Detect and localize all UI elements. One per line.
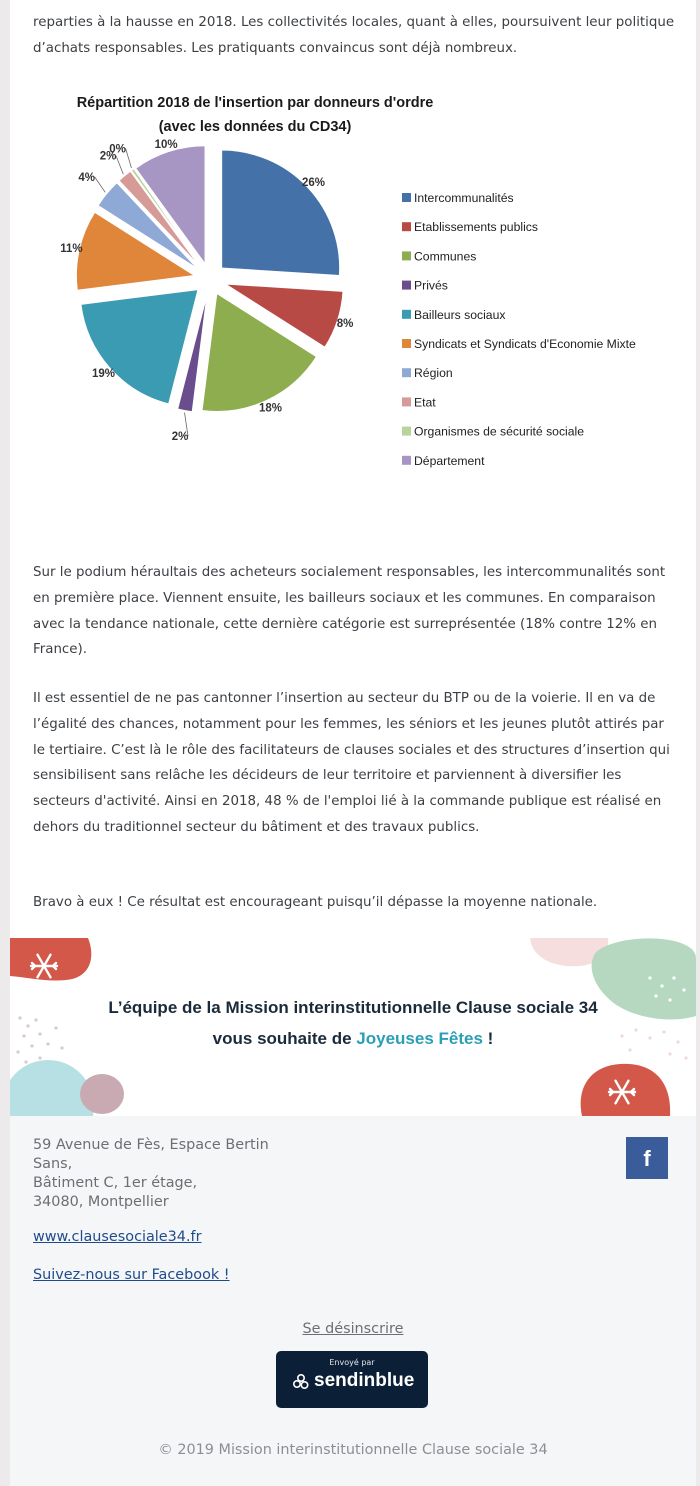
- postal-address: [33, 1136, 333, 1212]
- pie-data-label: 18%: [258, 402, 282, 415]
- legend-swatch: [402, 456, 411, 465]
- banner-greeting-prefix: vous souhaite de: [212, 1029, 352, 1048]
- legend-swatch: [402, 339, 411, 348]
- pie-data-label: 4%: [78, 172, 96, 185]
- website-link[interactable]: www.clausesociale34.fr: [33, 1229, 202, 1245]
- email-body: [10, 0, 696, 1486]
- legend-label: Bailleurs sociaux: [414, 307, 506, 322]
- legend-label: Etat: [414, 395, 436, 410]
- legend-swatch: [402, 222, 411, 231]
- address-line: Bâtiment C, 1er étage,: [33, 1175, 198, 1191]
- banner-greeting-accent: Joyeuses Fêtes: [356, 1029, 483, 1048]
- sendinblue-wordmark: sendinblue: [314, 1370, 415, 1391]
- legend-swatch: [402, 427, 411, 436]
- legend-swatch: [402, 193, 411, 202]
- pie-chart: [10, 84, 696, 524]
- legend-swatch: [402, 397, 411, 406]
- red-blob-top-left: [10, 938, 91, 981]
- red-blob-bottom-right: [581, 1064, 670, 1116]
- unsubscribe-link[interactable]: Se désinscrire: [302, 1321, 404, 1337]
- pie-slice-bailleurs-sociaux: [81, 290, 198, 404]
- pie-data-label: 2%: [99, 150, 117, 163]
- intro-paragraph: reparties à la hausse en 2018. Les collectivités locales, quant à elles, poursuivent leur politique d’achats responsables. Les pratiquants convaincus sont déjà nombreux.: [33, 15, 675, 56]
- essential-paragraph: Il est essentiel de ne pas cantonner l’insertion au secteur du BTP ou de la voierie. Il en va de l’égalité des chances, notamment pour les femmes, les séniors et les jeunes plutôt attirés par le tertiaire. C’est là le rôle des facilitateurs de clauses sociales et des structures d’insertion qui sensibilisent sans relâche les décideurs de leur territoire et parviennent à diversifier les secteurs d'activité. Ainsi en 2018, 48 % de l'emploi lié à la commande publique est réalisé en dehors du traditionnel secteur du bâtiment et des travaux publics.: [33, 691, 670, 835]
- legend-swatch: [402, 310, 411, 319]
- svg-text:f: f: [643, 1146, 651, 1171]
- legend-swatch: [402, 368, 411, 377]
- legend-label: Communes: [414, 249, 477, 264]
- bravo-paragraph: Bravo à eux ! Ce résultat est encourageant puisqu’il dépasse la moyenne nationale.: [33, 895, 598, 910]
- mauve-blob-bottom-left: [80, 1074, 124, 1114]
- sendinblue-badge[interactable]: [276, 1351, 428, 1408]
- legend-label: Syndicats et Syndicats d'Economie Mixte: [414, 337, 636, 351]
- pie-data-label: 11%: [60, 243, 83, 256]
- sendinblue-logo-icon: [292, 1373, 310, 1391]
- legend-swatch: [402, 251, 411, 260]
- chart-title: Répartition 2018 de l'insertion par donneurs d'ordre: [76, 95, 434, 111]
- legend-label: Privés: [414, 278, 448, 293]
- pie-data-label: 10%: [154, 138, 178, 151]
- banner-greeting: [10, 1029, 696, 1049]
- address-line: Sans,: [33, 1156, 73, 1172]
- banner-heading: L’équipe de la Mission interinstitutionnelle Clause sociale 34: [108, 998, 598, 1017]
- address-line: 34080, Montpellier: [33, 1194, 169, 1210]
- legend-label: Région: [414, 366, 453, 381]
- copyright: © 2019 Mission interinstitutionnelle Clause sociale 34: [158, 1442, 548, 1458]
- pie-leader-line: [95, 177, 105, 192]
- legend-label: Intercommunalités: [414, 191, 514, 205]
- pie-leader-line: [126, 148, 132, 168]
- pie-leader-line: [116, 156, 123, 174]
- chart-subtitle: (avec les données du CD34): [158, 119, 352, 135]
- pie-data-label: 8%: [336, 317, 354, 330]
- legend-swatch: [402, 281, 411, 290]
- banner-decoration: [10, 938, 696, 1116]
- legend-label: Département: [414, 453, 485, 468]
- pie-data-label: 19%: [91, 367, 115, 380]
- legend-label: Etablissements publics: [414, 220, 538, 235]
- pie-data-label: 2%: [171, 431, 189, 444]
- facebook-button[interactable]: [626, 1137, 668, 1179]
- pie-chart-svg: [10, 84, 696, 524]
- facebook-icon: [626, 1137, 668, 1179]
- podium-paragraph: Sur le podium héraultais des acheteurs socialement responsables, les intercommunalités sont en première place. Viennent ensuite, les bailleurs sociaux et les communes. En comparaison avec la tendance nationale, cette dernière catégorie est surreprésentée (18% contre 12% en France).: [33, 565, 666, 658]
- banner-greeting-suffix: !: [487, 1029, 494, 1048]
- sent-by-label: Envoyé par: [329, 1358, 375, 1367]
- holiday-banner: [10, 938, 696, 1116]
- facebook-follow-link[interactable]: Suivez-nous sur Facebook !: [33, 1267, 230, 1283]
- pie-slice-intercommunalit-s: [222, 150, 340, 275]
- legend-label: Organismes de sécurité sociale: [414, 424, 585, 439]
- pie-data-label: 26%: [301, 176, 326, 189]
- pie-data-label: 0%: [109, 143, 126, 156]
- footer: [10, 1116, 696, 1486]
- address-line: 59 Avenue de Fès, Espace Bertin: [33, 1137, 269, 1153]
